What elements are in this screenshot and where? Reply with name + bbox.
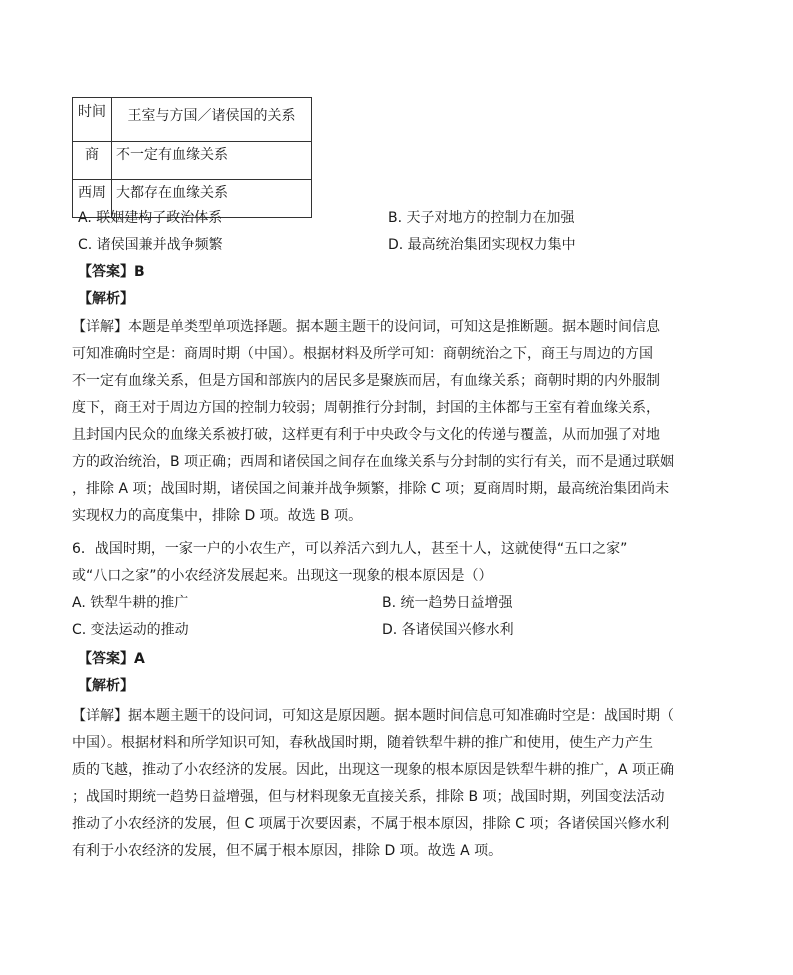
q6-stem-line-1: 6．战国时期，一家一户的小农生产，可以养活六到九人，甚至十人，这就使得“五口之家” [72,541,628,557]
relation-table [72,97,312,218]
q5-option-d: D. 最高统治集团实现权力集中 [388,237,576,253]
paragraph-line: 且封国内民众的血缘关系被打破，这样更有利于中央政令与文化的传递与覆盖，从而加强了对地 [72,427,660,443]
paragraph-line: 方的政治统治，B 项正确；西周和诸侯国之间存在血缘关系与分封制的实行有关，而不是通过联姻 [72,454,675,470]
paragraph-line: 不一定有血缘关系，但是方国和部族内的居民多是聚族而居，有血缘关系；商朝时期的内外服制 [72,373,660,389]
paragraph-line: ，排除 A 项；战国时期，诸侯国之间兼并战争频繁，排除 C 项；夏商周时期，最高统治集团尚未 [72,481,670,497]
answer-value: A [134,651,145,667]
answer-value: B [134,264,145,280]
answer-label: 【答案】 [78,651,134,667]
q6-option-c: C. 变法运动的推动 [72,622,189,638]
q5-analysis-label: 【解析】 [78,291,134,307]
q5-option-a: A. 联姻建构了政治体系 [78,210,223,226]
q5-option-b: B. 天子对地方的控制力在加强 [388,210,575,226]
table-cell: 西周 [73,180,112,218]
table-row [73,142,312,180]
q5-option-c: C. 诸侯国兼并战争频繁 [78,237,223,253]
q6-option-b: B. 统一趋势日益增强 [382,595,513,611]
paragraph-line: 可知准确时空是：商周时期（中国）。根据材料及所学可知：商朝统治之下，商王与周边的方国 [72,346,653,362]
answer-label: 【答案】 [78,264,134,280]
q5-answer [78,262,145,282]
paragraph-line: ；战国时期统一趋势日益增强，但与材料现象无直接关系，排除 B 项；战国时期，列国变法活动 [72,789,665,805]
q6-option-a: A. 铁犁牛耕的推广 [72,595,189,611]
q6-analysis-label: 【解析】 [78,678,134,694]
paragraph-line: 【详解】据本题主题干的设问词，可知这是原因题。据本题时间信息可知准确时空是：战国时期（ [72,708,674,724]
table-cell: 不一定有血缘关系 [112,142,312,180]
paragraph-line: 度下，商王对于周边方国的控制力较弱；周朝推行分封制，封国的主体都与王室有着血缘关系， [72,400,660,416]
paragraph-line: 有利于小农经济的发展，但不属于根本原因，排除 D 项。故选 A 项。 [72,843,503,859]
paragraph-line: 【详解】本题是单类型单项选择题。据本题主题干的设问词，可知这是推断题。据本题时间信息 [72,319,660,335]
q5-detail-paragraph [72,317,675,537]
table-header-row [73,98,312,142]
table-header-relation: 王室与方国／诸侯国的关系 [112,98,312,142]
q6-stem-line-2: 或“八口之家”的小农经济发展起来。出现这一现象的根本原因是（） [72,568,493,584]
table-cell: 大都存在血缘关系 [112,180,312,218]
paragraph-line: 实现权力的高度集中，排除 D 项。故选 B 项。 [72,508,363,524]
paragraph-line: 质的飞越，推动了小农经济的发展。因此，出现这一现象的根本原因是铁犁牛耕的推广，A 项正确 [72,762,675,778]
table-header-time: 时间 [73,98,112,142]
q6-option-d: D. 各诸侯国兴修水利 [382,622,514,638]
paragraph-line: 推动了小农经济的发展，但 C 项属于次要因素，不属于根本原因，排除 C 项；各诸侯国兴修水利 [72,816,670,832]
q6-answer [78,649,145,669]
table-cell: 商 [73,142,112,180]
q6-detail-paragraph [72,706,675,876]
paragraph-line: 中国）。根据材料和所学知识可知，春秋战国时期，随着铁犁牛耕的推广和使用，使生产力产生 [72,735,653,751]
